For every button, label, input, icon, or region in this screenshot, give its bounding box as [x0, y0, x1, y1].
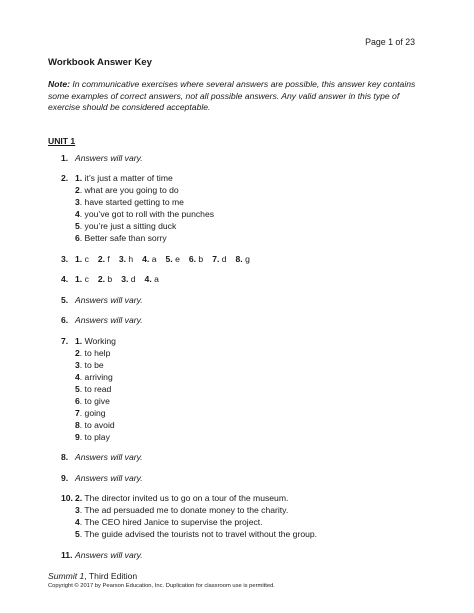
- matching-item-answer: b: [198, 253, 204, 264]
- answer-line: [75, 197, 184, 208]
- exercise-6: [48, 315, 424, 327]
- answer-sub-number: 4: [75, 517, 80, 527]
- answer-text: . to avoid: [79, 419, 115, 430]
- matching-answers: [75, 274, 168, 285]
- matching-item-number: 4.: [144, 274, 152, 284]
- answer-text: . to read: [79, 383, 112, 394]
- answer-text: . The guide advised the tourists not to travel without the group.: [79, 529, 318, 539]
- answer-row: [48, 315, 424, 327]
- exercise-list: [48, 153, 424, 562]
- exercise-8: [48, 452, 424, 464]
- answer-line: [75, 153, 143, 164]
- answer-line: [75, 372, 113, 383]
- matching-item-number: 7.: [212, 253, 220, 264]
- answer-line: [75, 315, 143, 326]
- answer-line: [75, 432, 110, 443]
- answer-row: [48, 493, 424, 505]
- answer-text: . to help: [79, 347, 111, 358]
- answer-row: [48, 197, 424, 209]
- exercise-number: 7.: [61, 335, 69, 346]
- answer-row: [48, 209, 424, 221]
- answer-sub-number: 1.: [75, 173, 83, 183]
- exercise-number: 9.: [61, 472, 69, 483]
- answer-line: [75, 396, 110, 407]
- answer-sub-number: 2: [75, 347, 80, 358]
- answer-row: [48, 233, 424, 245]
- answer-text: . The CEO hired Janice to supervise the project.: [79, 517, 263, 527]
- matching-pair: [236, 254, 250, 264]
- unit-heading: UNIT 1: [48, 135, 76, 146]
- answer-sub-number: 7: [75, 407, 80, 418]
- note-label: Note:: [48, 78, 70, 89]
- matching-item-answer: d: [221, 253, 227, 264]
- exercise-number: 10.: [61, 493, 73, 503]
- answer-text: . what are you going to do: [79, 185, 179, 195]
- answer-row: [48, 529, 424, 541]
- exercise-number: 4.: [61, 274, 69, 284]
- answer-text: . you’ve got to roll with the punches: [79, 209, 215, 219]
- answer-sub-number: 2.: [75, 493, 83, 503]
- answer-row: [48, 372, 424, 384]
- answer-row: [48, 185, 424, 197]
- matching-item-answer: g: [245, 253, 250, 264]
- exercise-9: [48, 473, 424, 485]
- footer: [48, 571, 275, 590]
- answer-line: [75, 295, 143, 306]
- matching-pair: [145, 274, 159, 284]
- answer-text: Answers will vary.: [75, 472, 143, 483]
- answer-line: [75, 348, 110, 359]
- page-content: [48, 57, 424, 570]
- answer-text: . arriving: [79, 371, 113, 382]
- exercise-number: 5.: [61, 294, 69, 305]
- answer-sub-number: 2: [75, 185, 80, 195]
- answer-text: Working: [84, 335, 116, 346]
- answer-line: [75, 550, 143, 561]
- answer-line: [75, 517, 263, 528]
- answer-sub-number: 1.: [75, 335, 83, 346]
- answer-line: [75, 473, 143, 484]
- matching-item-answer: a: [151, 253, 157, 264]
- exercise-number: 11.: [61, 549, 73, 560]
- matching-item-answer: e: [175, 253, 180, 264]
- answer-row: [48, 384, 424, 396]
- matching-item-number: 1.: [75, 253, 83, 264]
- answer-text: . The ad persuaded me to donate money to the charity.: [79, 505, 289, 515]
- matching-pair: [119, 254, 133, 264]
- answer-text: . going: [79, 407, 106, 418]
- matching-item-answer: h: [128, 253, 134, 264]
- answer-row: [48, 396, 424, 408]
- exercise-3: [48, 254, 424, 266]
- exercise-10: [48, 493, 424, 541]
- answer-sub-number: 4: [75, 209, 80, 219]
- answer-row: [48, 221, 424, 233]
- answer-line: [75, 493, 288, 504]
- matching-item-number: 1.: [75, 274, 83, 284]
- answer-row: [48, 348, 424, 360]
- matching-item-number: 6.: [188, 253, 197, 264]
- answer-row: [48, 473, 424, 485]
- answer-sub-number: 3: [75, 197, 80, 207]
- exercise-5: [48, 295, 424, 307]
- answer-row: [48, 153, 424, 165]
- answer-row: [48, 432, 424, 444]
- answer-text: . to give: [79, 395, 110, 406]
- matching-item-number: 5.: [165, 253, 173, 264]
- answer-text: . you’re just a sitting duck: [79, 221, 177, 231]
- answer-sub-number: 5: [75, 221, 80, 231]
- answer-text: . to play: [79, 431, 110, 442]
- note-text: In communicative exercises where several answers are possible, this answer key contains some examples of correct answers, not all possible answers. Any valid answer in this type of exercise should be considered acceptable.: [48, 78, 416, 113]
- matching-pair: [189, 254, 203, 264]
- matching-item-number: 4.: [142, 253, 150, 264]
- note-paragraph: [48, 79, 424, 114]
- answer-line: [75, 452, 143, 463]
- answer-line: [75, 233, 167, 244]
- answer-sub-number: 5: [75, 383, 80, 394]
- exercise-11: [48, 550, 424, 562]
- matching-item-answer: a: [154, 274, 159, 284]
- matching-pair: [75, 274, 89, 284]
- footer-book-edition: , Third Edition: [84, 571, 138, 581]
- exercise-number: 1.: [61, 152, 69, 163]
- exercise-1: [48, 153, 424, 165]
- answer-sub-number: 3: [75, 359, 80, 370]
- answer-text: it’s just a matter of time: [84, 173, 173, 183]
- answer-text: Answers will vary.: [75, 152, 143, 163]
- footer-book: [48, 571, 275, 582]
- matching-item-answer: b: [107, 274, 113, 284]
- answer-sub-number: 3: [75, 505, 80, 515]
- answer-row: [48, 360, 424, 372]
- matching-pair: [121, 274, 135, 284]
- answer-line: [75, 173, 173, 184]
- answer-text: . have started getting to me: [79, 197, 184, 207]
- exercise-number: 3.: [61, 253, 69, 264]
- answer-row: [48, 550, 424, 562]
- matching-pair: [98, 274, 112, 284]
- matching-item-number: 2.: [97, 274, 106, 284]
- answer-sub-number: 9: [75, 431, 80, 442]
- matching-item-answer: c: [84, 274, 89, 284]
- answer-row: [48, 408, 424, 420]
- answer-sub-number: 6: [75, 233, 80, 243]
- answer-line: [75, 529, 317, 540]
- answer-text: . Better safe than sorry: [79, 233, 167, 243]
- matching-item-number: 3.: [118, 253, 126, 264]
- answer-text: Answers will vary.: [75, 294, 143, 305]
- answer-text: The director invited us to go on a tour of the museum.: [84, 493, 289, 503]
- answer-line: [75, 221, 176, 232]
- answer-line: [75, 408, 106, 419]
- answer-row: [48, 517, 424, 529]
- footer-copyright: Copyright © 2017 by Pearson Education, Inc. Duplication for classroom use is permitted.: [48, 582, 275, 589]
- answer-line: [75, 336, 116, 347]
- matching-answers: [75, 254, 259, 265]
- answer-sub-number: 8: [75, 419, 80, 430]
- exercise-row: [48, 254, 424, 266]
- answer-row: [48, 420, 424, 432]
- answer-sub-number: 4: [75, 371, 80, 382]
- answer-row: [48, 505, 424, 517]
- matching-item-answer: c: [84, 253, 89, 264]
- answer-row: [48, 336, 424, 348]
- exercise-row: [48, 274, 424, 286]
- exercise-7: [48, 336, 424, 444]
- page-number: Page 1 of 23: [365, 37, 415, 47]
- answer-sub-number: 5: [75, 529, 80, 539]
- exercise-number: 8.: [61, 452, 69, 462]
- answer-line: [75, 209, 214, 220]
- matching-item-answer: f: [107, 253, 110, 264]
- answer-row: [48, 295, 424, 307]
- answer-row: [48, 173, 424, 185]
- answer-line: [75, 360, 104, 371]
- answer-sub-number: 6: [75, 395, 80, 406]
- answer-line: [75, 185, 179, 196]
- matching-item-number: 8.: [235, 253, 243, 264]
- answer-text: Answers will vary.: [75, 549, 143, 560]
- exercise-2: [48, 173, 424, 245]
- answer-line: [75, 505, 288, 516]
- matching-item-number: 2.: [97, 253, 106, 264]
- matching-pair: [98, 254, 110, 264]
- exercise-4: [48, 274, 424, 286]
- answer-text: Answers will vary.: [75, 315, 143, 325]
- matching-item-answer: d: [130, 274, 136, 284]
- matching-pair: [166, 254, 180, 264]
- exercise-number: 6.: [61, 315, 69, 325]
- answer-line: [75, 384, 111, 395]
- page-title: Workbook Answer Key: [48, 57, 152, 68]
- answer-row: [48, 452, 424, 464]
- matching-pair: [212, 254, 226, 264]
- answer-line: [75, 420, 115, 431]
- footer-book-title: Summit 1: [48, 571, 85, 581]
- matching-item-number: 3.: [121, 274, 129, 284]
- exercise-number: 2.: [61, 173, 69, 183]
- matching-pair: [142, 254, 156, 264]
- answer-text: Answers will vary.: [75, 452, 143, 462]
- answer-text: . to be: [79, 359, 104, 370]
- matching-pair: [75, 254, 89, 264]
